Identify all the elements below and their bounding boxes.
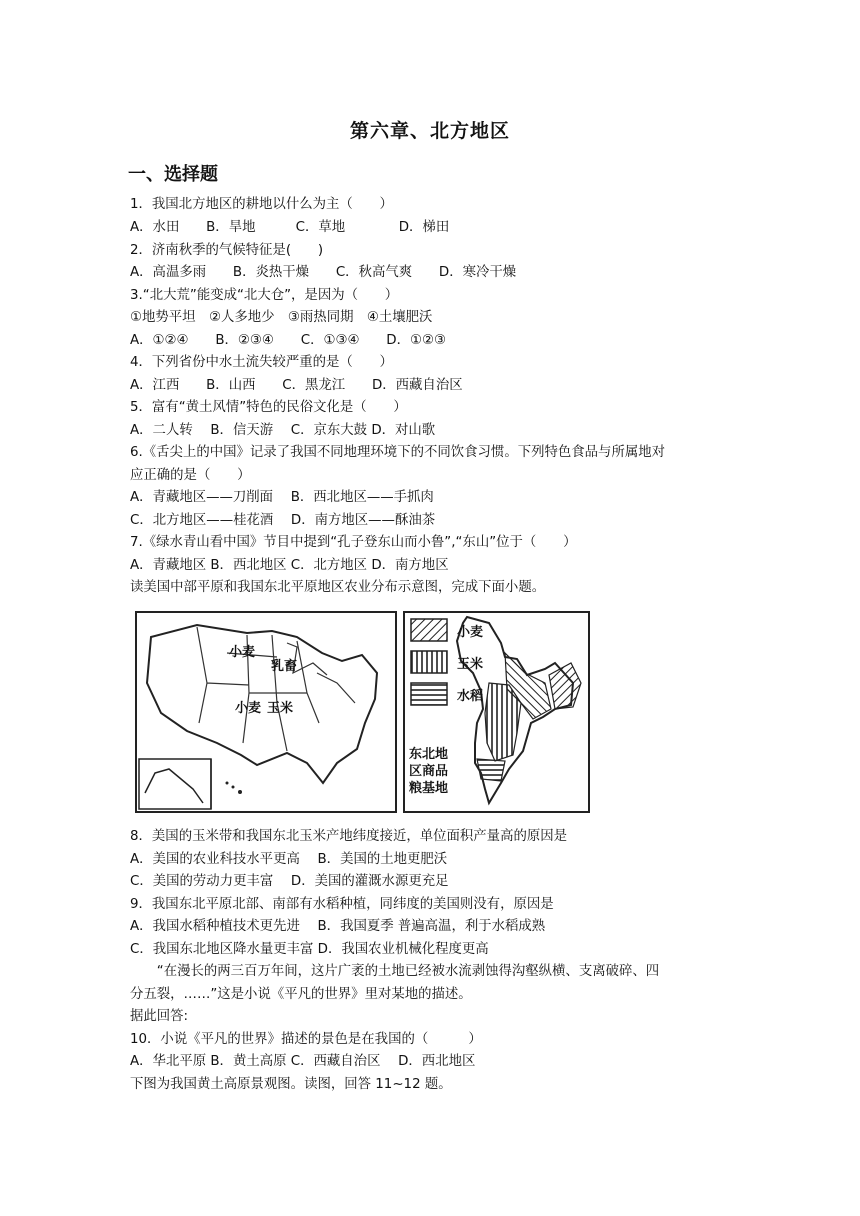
text-line: C．我国东北地区降水量更丰富 D．我国农业机械化程度更高 — [130, 942, 489, 957]
text-line: 4．下列省份中水土流失较严重的是（ ） — [130, 355, 393, 370]
text-line: A．我国水稻种植技术更先进 B．我国夏季 普遍高温，利于水稻成熟 — [130, 919, 546, 934]
usa-agriculture-map — [135, 611, 397, 813]
legend-label: 小麦 — [457, 625, 484, 640]
text-line: A．美国的农业科技水平更高 B．美国的土地更肥沃 — [130, 852, 448, 867]
text-line: A．①②④ B．②③④ C．①③④ D．①②③ — [130, 333, 446, 348]
map-caption: 区商品 — [409, 764, 449, 779]
section-heading: 一、选择题 — [128, 164, 218, 185]
text-line: 7.《绿水青山看中国》节目中提到“孔子登东山而小鲁”,“东山”位于（ ） — [130, 535, 577, 550]
text-line: “在漫长的两三百万年间，这片广袤的土地已经被水流剥蚀得沟壑纵横、支离破碎、四 — [130, 964, 660, 979]
text-line: A．青藏地区 B．西北地区 C．北方地区 D．南方地区 — [130, 558, 449, 573]
text-line: 3.“北大荒”能变成“北大仓”，是因为（ ） — [130, 288, 399, 303]
text-line: 2．济南秋季的气候特征是( ) — [130, 243, 324, 258]
map-caption: 东北地 — [409, 747, 449, 762]
text-line: 读美国中部平原和我国东北平原地区农业分布示意图，完成下面小题。 — [130, 580, 546, 595]
text-line: 下图为我国黄土高原景观图。读图，回答 11~12 题。 — [130, 1077, 452, 1092]
map-caption: 粮基地 — [409, 781, 449, 796]
map-label: 小麦 — [235, 701, 262, 716]
text-line: A．江西 B．山西 C．黑龙江 D．西藏自治区 — [130, 378, 463, 393]
text-line: 8．美国的玉米带和我国东北玉米产地纬度接近，单位面积产量高的原因是 — [130, 829, 568, 844]
text-line: ①地势平坦 ②人多地少 ③雨热同期 ④土壤肥沃 — [130, 310, 433, 325]
legend-label: 水稻 — [457, 689, 484, 704]
text-line: A．华北平原 B．黄土高原 C．西藏自治区 D．西北地区 — [130, 1054, 476, 1069]
text-line: C．美国的劳动力更丰富 D．美国的灌溉水源更充足 — [130, 874, 449, 889]
text-line: 应正确的是（ ） — [130, 468, 251, 483]
text-line: 10．小说《平凡的世界》描述的景色是在我国的（ ） — [130, 1032, 482, 1047]
legend-label: 玉米 — [457, 657, 484, 672]
usa-outline-icon — [137, 613, 395, 811]
text-line: 5．富有“黄土风情”特色的民俗文化是（ ） — [130, 400, 407, 415]
text-line: C．北方地区——桂花酒 D．南方地区——酥油茶 — [130, 513, 436, 528]
text-line: 据此回答: — [130, 1009, 189, 1024]
text-line: 分五裂，……”这是小说《平凡的世界》里对某地的描述。 — [130, 987, 472, 1002]
text-line: 9．我国东北平原北部、南部有水稻种植，同纬度的美国则没有，原因是 — [130, 897, 554, 912]
text-line: A．水田 B．旱地 C．草地 D．梯田 — [130, 220, 450, 235]
text-line: A．青藏地区——刀削面 B．西北地区——手抓肉 — [130, 490, 434, 505]
text-line: A．二人转 B．信天游 C．京东大鼓 D．对山歌 — [130, 423, 436, 438]
map-label: 玉米 — [267, 701, 294, 716]
map-label: 乳畜 — [271, 659, 298, 674]
map-label: 小麦 — [229, 645, 256, 660]
text-line: 6.《舌尖上的中国》记录了我国不同地理环境下的不同饮食习惯。下列特色食品与所属地对 — [130, 445, 666, 460]
text-line: 1．我国北方地区的耕地以什么为主（ ） — [130, 197, 393, 212]
text-line: A．高温多雨 B．炎热干燥 C．秋高气爽 D．寒冷干燥 — [130, 265, 517, 280]
northeast-china-map — [403, 611, 590, 813]
chapter-title: 第六章、北方地区 — [349, 120, 510, 142]
